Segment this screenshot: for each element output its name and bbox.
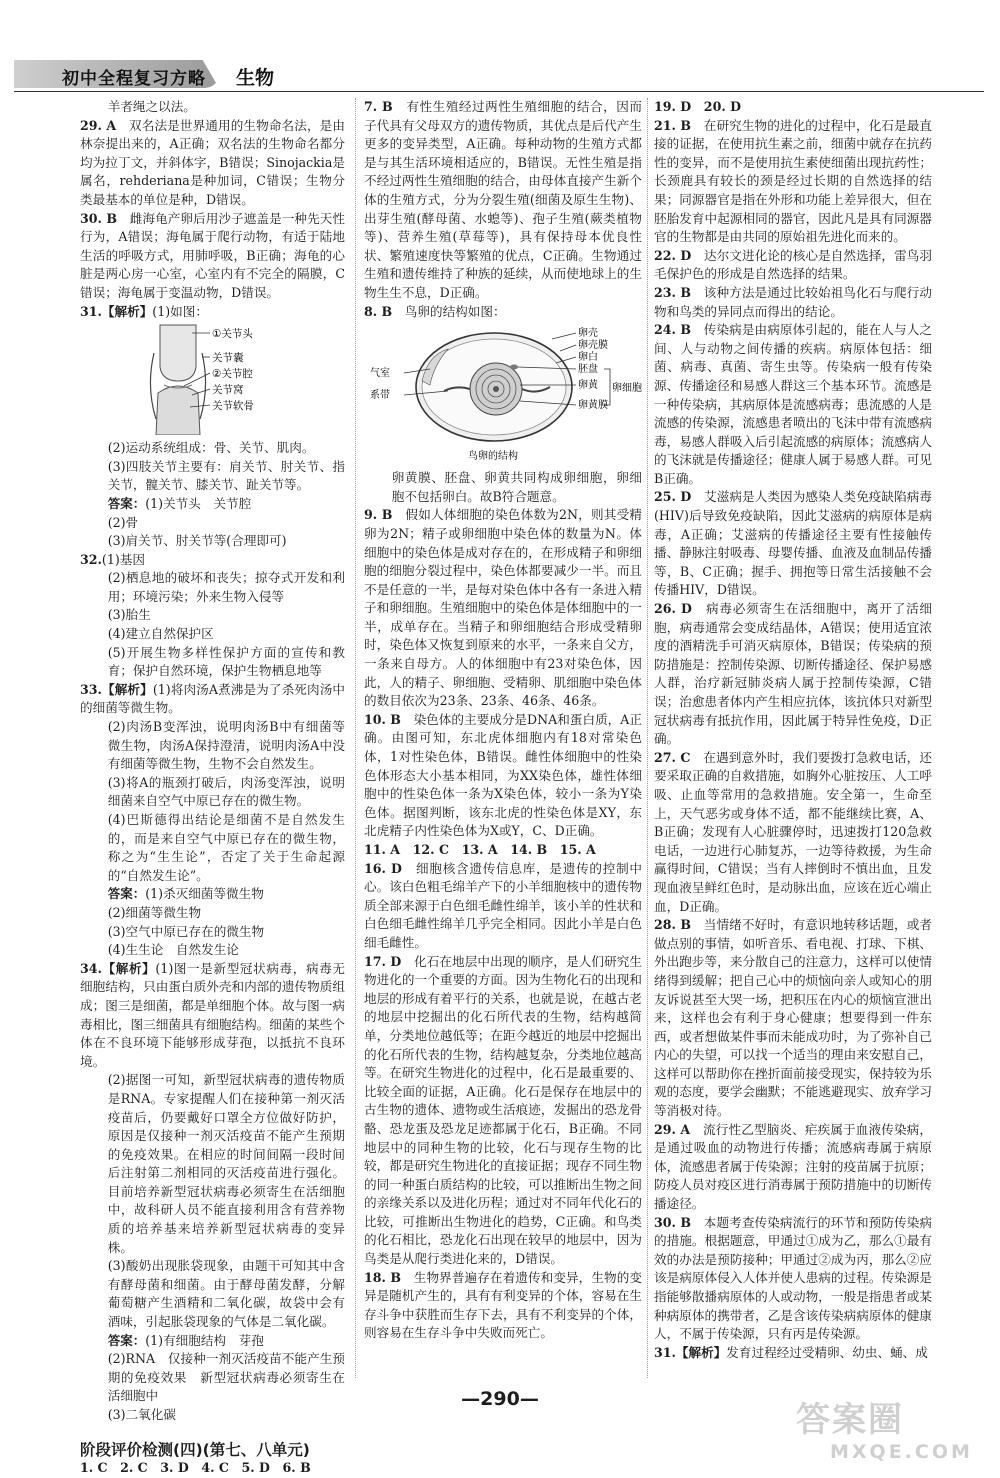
joint-label: 关节软骨	[212, 400, 254, 413]
text-line: (1)有细胞结构 芽孢	[145, 1332, 264, 1348]
egg-label: 系带	[370, 390, 390, 402]
q-explanation: 达尔文进化论的核心是自然选择，雷鸟羽毛保护色的形成是自然选择的结果。	[654, 247, 933, 282]
text-line: (3)肩关节、肘关节等(合理即可)	[107, 533, 287, 549]
egg-label: 卵壳膜	[578, 340, 608, 352]
text-line: (3)胎生	[107, 607, 151, 623]
egg-label: 卵壳	[578, 328, 598, 340]
text-line: (1)关节头 关节腔	[145, 495, 252, 511]
text-line: (4)建立自然保护区	[107, 626, 214, 642]
text-line: (2)栖息地的破坏和丧失；掠夺式开发和利用；环境污染；外来生物入侵等	[107, 570, 345, 604]
column-1	[80, 98, 345, 1478]
q-number: 30. B	[80, 210, 118, 226]
answer-label: 答案：	[107, 1332, 146, 1348]
joint-label: 关节囊	[212, 352, 244, 365]
page-number: —290—	[461, 1388, 539, 1410]
q-explanation: 双名法是世界通用的生物命名法，是由林奈提出来的，A正确；双名法的生物命名都分均为拉丁文，并斜体字，B错误；Sinojackia是属名，rehderiana是种加词，C错误；生物分类最基本的单位是种，D错误。	[80, 117, 345, 207]
q-number: 29. A	[80, 117, 117, 133]
q-explanation: 在遇到意外时，我们要拨打急救电话，还要采取正确的自救措施，如胸外心脏按压、人工呼吸、止血等常用的急救措施。安全第一，生命至上，天气恶劣或身体不适，都不能继续比赛，A、B正确；发现有人心脏骤停时，迅速拨打120急救电话，一边进行心肺复苏，一边等待救援，为生命赢得时间，C错误；当有人摔倒时不慎出血，且发现血液呈鲜红色时，是动脉出血，应该在近心端止血，D正确。	[654, 749, 932, 914]
text-line: (4)巴斯德得出结论是细菌不是自然发生的，而是来自空气中原已存在的微生物，称之为“生生论”，否定了关于生命起源的“自然发生论”。	[107, 812, 345, 883]
text-line: (3)空气中原已存在的微生物	[107, 923, 265, 939]
text-line: (4)生生论 自然发生论	[107, 942, 239, 958]
text-line: (2)细菌等微生物	[107, 904, 202, 920]
egg-label: 气室	[370, 368, 390, 380]
q-number: 8. B	[364, 303, 393, 319]
text-line: (3)将A的瓶颈打破后，肉汤变浑浊，说明细菌来自空气中原已存在的微生物。	[107, 774, 345, 809]
text-line: (1)基因	[101, 551, 145, 567]
subject-title: 生物	[236, 67, 275, 89]
q-number: 18. B	[364, 1269, 402, 1285]
text-line: (2)骨	[107, 514, 139, 530]
column-3	[654, 98, 932, 1362]
text-line: 羊者绳之以法。	[107, 99, 196, 114]
text-line: (1)杀灭细菌等微生物	[145, 886, 264, 902]
q-number: 34.【解析】	[80, 960, 156, 976]
q-number: 31.【解析】	[80, 303, 153, 319]
column-2	[364, 98, 642, 1343]
egg-label: 卵细胞	[612, 383, 642, 395]
egg-label: 卵黄膜	[578, 400, 608, 412]
q-explanation: 鸟卵的结构如图：	[392, 303, 506, 319]
q-number: 24. B	[654, 322, 692, 338]
text-line: (2)据图一可知，新型冠状病毒的遗传物质是RNA。专家提醒人们在接种第一剂灭活疫苗后，仍要戴好口罩全方位做好防护，原因是仅接种一剂灭活疫苗不能产生预期的免疫效果。在相应的时间间隔一段时间后注射第二剂相同的灭活疫苗进行强化。目前培养新型冠状病毒必须寄生在活细胞中，故科研人员不能直接利用含有营养物质的培养基来培养新型冠状病毒的变异株。	[107, 1072, 345, 1255]
q-number: 17. D	[364, 953, 402, 969]
answer-label: 答案：	[107, 886, 146, 902]
text-line: 卵黄膜、胚盘、卵黄共同构成卵细胞，卵细胞不包括卵白。故B符合题意。	[391, 470, 642, 504]
q-number: 33.【解析】	[80, 681, 153, 697]
text-line: (3)四肢关节主要有：肩关节、肘关节、指关节，髋关节、膝关节、趾关节等。	[107, 458, 345, 493]
column-divider	[355, 98, 356, 1378]
q-explanation: 传染病是由病原体引起的，能在人与人之间、人与动物之间传播的疾病。病原体包括：细菌、病毒、真菌、寄生虫等。传染病一般有传染源、传播途径和易感人群这三个基本环节。流感是一种传染病，其病原体是流感病毒；患流感的人是流感的传染源，流感患者喷出的飞沫中带有流感病毒，易感人群吸入后引起流感的病原体；流感病人的飞沫就是传播途径；健康人属于易感人群。可见B正确。	[654, 322, 932, 486]
egg-illustration	[364, 325, 642, 467]
egg-diagram	[364, 325, 642, 467]
egg-label: 胚盘	[578, 364, 598, 376]
q-number: 30. B	[654, 1214, 692, 1230]
q-explanation: 生物界普遍存在着遗传和变异，生物的变异是随机产生的，具有有利变异的个体，容易在生存斗争中获胜而生存下去，具有不利变异的个体，则容易在生存斗争中失败而死亡。	[364, 1269, 642, 1341]
q-number: 29. A	[654, 1121, 691, 1137]
watermark-text: 答案圈	[796, 1400, 904, 1440]
q-number: 7. B	[364, 99, 393, 114]
series-title: 初中全程复习方略	[62, 69, 206, 89]
answer-key: 11. A 12. C 13. A 14. B 15. A	[364, 842, 596, 857]
q-explanation: (1)如图：	[152, 303, 208, 319]
text-line: (5)开展生物多样性保护方面的宣传和教育；保护自然环境，保护生物栖息地等	[107, 644, 345, 679]
answer-label: 答案：	[107, 495, 146, 511]
q-number: 26. D	[654, 601, 692, 617]
q-number: 10. B	[364, 711, 401, 727]
q-number: 32.	[80, 551, 102, 567]
joint-diagram	[80, 323, 345, 435]
q-number: 27. C	[654, 749, 691, 765]
q-explanation: 流行性乙型脑炎、疟疾属于血液传染病，是通过吸血的动物进行传播；流感病毒属于病原体，流感患者属于传染源；注射的疫苗属于抗原；防疫人员对疫区进行消毒属于预防措施中的切断传播途径。	[654, 1121, 932, 1212]
text-line: (3)酸奶出现胀袋现象，由题干可知其中含有酵母菌和细菌。由于酵母菌发酵，分解葡萄糖产生酒精和二氧化碳，故袋中会有酒味，引起胀袋现象的气体是二氧化碳。	[107, 1258, 345, 1330]
section-heading: 阶段评价检测(四)(第七、八单元)	[80, 1440, 310, 1459]
q-number: 25. D	[654, 489, 692, 505]
column-divider	[647, 98, 648, 1378]
q-explanation: (1)将肉汤A煮沸是为了杀死肉汤中的细菌等微生物。	[80, 681, 345, 716]
answer-key: 1. C 2. C 3. D 4. C 5. D 6. B	[80, 1460, 311, 1476]
q-explanation: 染色体的主要成分是DNA和蛋白质，A正确。由图可知，东北虎体细胞内有18对常染色体，1对性染色体，B错误。雌性体细胞中的性染色体形态大小基本相同，为XX染色体，雄性体细胞中的性染色体一条为X染色体，较小一条为Y染色体。据图判断，该东北虎的性染色体是XY，东北虎精子内性染色体为X或Y，C、D正确。	[364, 711, 642, 839]
watermark-url: MXQE.COM	[830, 1441, 973, 1463]
text-line: (2)肉汤B变浑浊，说明肉汤B中有细菌等微生物，肉汤A保持澄清，说明肉汤A中没有细菌等微生物，生物不会自然发生。	[107, 719, 345, 772]
q-number: 28. B	[654, 917, 692, 933]
egg-caption: 鸟卵的结构	[468, 451, 518, 463]
answer-key: 19. D 20. D	[654, 99, 742, 114]
text-line: (2)运动系统组成：骨、关节、肌肉。	[107, 440, 315, 456]
page-header	[14, 58, 984, 92]
q-explanation: 发育过程经过受精卵、幼虫、蛹、成	[726, 1344, 928, 1360]
watermark-logo	[796, 1392, 986, 1464]
egg-label: 卵白	[578, 352, 598, 364]
q-explanation: 雌海龟产卵后用沙子遮盖是一种先天性行为，A错误；海龟属于爬行动物，有适于陆地生活的呼吸方式，用肺呼吸，B正确；海龟的心脏是两心房一心室，心室内有不完全的隔膜，C错误；海龟属于变温动物，D错误。	[80, 210, 345, 300]
q-explanation: 假如人体细胞的染色体数为2N，则其受精卵为2N；精子或卵细胞中染色体的数量为N。体细胞中的染色体是成对存在的，在形成精子和卵细胞的细胞分裂过程中，染色体都要减少一半。而且不是任意的一半，是每对染色体中各有一条进入精子和卵细胞。生殖细胞中的染色体是体细胞中的一半，成单存在。当精子和卵细胞结合形成受精卵时，染色体又恢复到原来的水平，一条来自父方，一条来自母方。人的体细胞中有23对染色体，因此，人的精子、卵细胞、受精卵、肌细胞中染色体的数目依次为23条、23条、46条、46条。	[364, 507, 642, 709]
joint-label: ②关节腔	[212, 368, 253, 381]
text-line: (3)二氧化碳	[107, 1407, 176, 1422]
q-explanation: 当情绪不好时，有意识地转移话题，或者做点别的事情，如听音乐、看电视、打球、下棋、外出跑步等，来分散自己的注意力，这样可以使情绪得到缓解；把自己心中的烦恼向亲人或知心的朋友诉说甚至大哭一场，把积压在内心的烦恼宣泄出来，这样也会有利于身心健康；想要得到一件东西，或者想做某件事而未能成功时，为了弥补自己内心的失望，可以找一个适当的理由来安慰自己，这样可以帮助你在挫折面前接受现实，保持较为乐观的态度，要学会幽默；不能逃避现实、放弃学习等消极对待。	[654, 917, 932, 1119]
joint-illustration	[80, 323, 345, 435]
q-explanation: 该种方法是通过比较始祖鸟化石与爬行动物和鸟类的异同点而得出的结论。	[654, 284, 932, 319]
q-explanation: 有性生殖经过两性生殖细胞的结合，因而子代具有父母双方的遗传物质，其优点是后代产生更多的变异类型，A正确。每种动物的生殖方式都是与其生活环境相适应的，B错误。无性生殖是指不经过两性生殖细胞的结合，由母体直接产生新个体的生殖方式，分为分裂生殖(细菌及原生生物)、出芽生殖(酵母菌、水螅等)、孢子生殖(蕨类植物等)、营养生殖(草莓等)，具有保持母本优良性状、繁殖速度快等繁殖的优点，C正确。生物通过生殖和遗传维持了种族的延续，从而使地球上的生物生生不息，D正确。	[364, 99, 642, 300]
q-explanation: 艾滋病是人类因为感染人类免疫缺陷病毒(HIV)后导致免疫缺陷，因此艾滋病的病原体是病毒，A正确；艾滋病的传播途径主要有性接触传播、静脉注射吸毒、母婴传播、血液及血制品传播等，B、C正确；握手、拥抱等日常生活接触不会传播HIV，D错误。	[654, 489, 933, 598]
q-explanation: 化石在地层中出现的顺序，是人们研究生物进化的一个重要的方面。因为生物化石的出现和地层的形成有着平行的关系，也就是说，在越古老的地层中挖掘出的化石所代表的生物，结构越简单，分类地位越低等；在距今越近的地层中挖掘出的化石所代表的生物，结构越复杂，分类地位越高等。在研究生物进化的过程中，化石是最重要的、比较全面的证据，A正确。化石是保存在地层中的古生物的遗体、遗物或生活痕迹，发掘出的恐龙骨骼、恐龙蛋及恐龙足迹都属于化石，B正确。不同地层中的同种生物的比较，化石与现存生物的比较，都是研究生物进化的直接证据；现存不同生物的同一种蛋白质结构的比较，可以推断出生物之间的亲缘关系以及进化历程；通过对不同年代化石的比较，可推断出生物进化的趋势，C正确。和鸟类的化石相比，恐龙化石出现在较早的地层中，因为鸟类是从爬行类进化来的，D错误。	[364, 953, 643, 1267]
header-rule	[14, 91, 984, 92]
egg-label: 卵黄	[578, 380, 598, 392]
joint-label: ①关节头	[212, 328, 253, 341]
q-number: 22. D	[654, 247, 692, 263]
q-number: 16. D	[364, 860, 402, 876]
joint-label: 关节窝	[212, 384, 244, 397]
q-explanation: 本题考查传染病流行的环节和预防传染病的措施。根据题意，甲通过①成为乙，那么①最有效的办法是预防接种；甲通过②成为丙，那么②应该是病原体侵入人体并使人患病的过程。传染源是指能够散播病原体的人或动物，一般是指患者或某种病原体的携带者，乙是含该传染病病原体的健康人，不属于传染源，只有丙是传染源。	[654, 1214, 932, 1342]
q-number: 9. B	[364, 507, 393, 523]
q-explanation: 病毒必须寄生在活细胞中，离开了活细胞，病毒通常会变成结晶体，A错误；使用适宜浓度的酒精洗手可消灭病原体，B错误；传染病的预防措施是：控制传染源、切断传播途径、保护易感人群，治疗新冠肺炎病人属于控制传染源，C错误；治愈患者体内产生相应抗体，该抗体只对新型冠状病毒有抵抗作用，因此属于特异性免疫，D正确。	[654, 601, 933, 747]
q-explanation: 在研究生物的进化的过程中，化石是最直接的证据，在使用抗生素之前，细菌中就存在抗药性的变异，而不是使用抗生素使细菌出现抗药性；长颈鹿具有较长的颈是经过长期的自然选择的结果；同源器官是指在外形和功能上差异很大，但在胚胎发育中起源相同的器官，因此凡是具有同源器官的生物都是由共同的原始祖先进化而来的。	[654, 117, 932, 245]
q-explanation: 细胞核含遗传信息库，是遗传的控制中心。该白色粗毛绵羊产下的小羊细胞核中的遗传物质全部来源于白色细毛雌性绵羊，该小羊的性状和白色细毛雌性绵羊几乎完全相同。因此小羊是白色细毛雌性。	[364, 860, 643, 950]
q-number: 23. B	[654, 284, 692, 300]
text-line: (2)RNA 仅接种一剂灭活疫苗不能产生预期的免疫效果 新型冠状病毒必须寄生在活细胞中	[107, 1351, 345, 1404]
q-number: 31.【解析】	[654, 1344, 727, 1360]
q-explanation: (1)图一是新型冠状病毒，病毒无细胞结构，只由蛋白质外壳和内部的遗传物质组成；图三是细菌，都是单细胞个体。故与图一病毒相比，图三细菌具有细胞结构。细菌的某些个体在不良环境下能够形成芽孢，以抵抗不良环境。	[80, 960, 345, 1069]
q-number: 21. B	[654, 117, 692, 133]
